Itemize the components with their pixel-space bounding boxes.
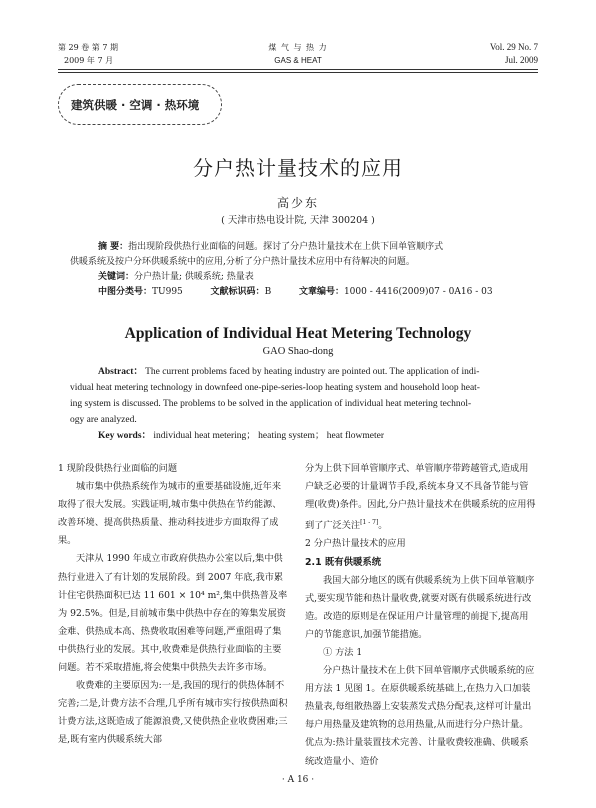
keywords-cn bbox=[98, 270, 550, 285]
journal-name-en: GAS & HEAT bbox=[274, 56, 322, 65]
keywords-en bbox=[98, 428, 522, 444]
abstract-cn-text1: 指出现阶段供热行业面临的问题。探讨了分户热计量技术在上供下回单管顺序式 bbox=[128, 242, 444, 252]
class-value: TU995 bbox=[152, 287, 183, 297]
paper-author: 高少东 bbox=[276, 196, 319, 210]
keywords-en-text: individual heat metering； heating system； heat flowmeter bbox=[153, 431, 384, 441]
section-banner-label: 建筑供暖 · 空调 · 热环境 bbox=[71, 98, 200, 112]
article-no-label: 文章编号： bbox=[298, 287, 344, 297]
method-1-heading: ① 方法 1 bbox=[323, 647, 363, 658]
keywords-cn-label: 关键词： bbox=[98, 272, 135, 282]
article-no-value: 1000 - 4416(2009)07 - 0A16 - 03 bbox=[343, 287, 493, 297]
abstract-en-text2: vidual heat metering technology in downfeed one-pipe-series-loop heating system and household loop heat- bbox=[70, 383, 480, 393]
abstract-en-line1 bbox=[98, 364, 522, 380]
abstract-en-label: Abstract： bbox=[98, 367, 143, 377]
date-en: Jul. 2009 bbox=[504, 55, 538, 65]
left-column bbox=[58, 460, 290, 750]
header-rule bbox=[58, 69, 538, 70]
class-label: 中图分类号： bbox=[98, 287, 153, 297]
author-affiliation: ( 天津市热电设计院, 天津 300204 ) bbox=[221, 215, 375, 226]
right-paragraph-1-end: 。 bbox=[378, 520, 388, 532]
left-paragraph-1: 城市集中供热系统作为城市的重要基础设施,近年来取得了很大发展。实践证明,城市集中供热在节约能源、改善环境、提高供热质量、推动科技进步方面取得了成果。 bbox=[58, 481, 282, 547]
english-author: GAO Shao-dong bbox=[262, 346, 334, 357]
section-2-heading: 2 分户热计量技术的应用 bbox=[305, 538, 406, 550]
abstract-cn-label: 摘 要： bbox=[98, 242, 129, 252]
volume-en: Vol. 29 No. 7 bbox=[489, 42, 538, 52]
journal-volume: 第 29 卷 第 7 期 bbox=[58, 43, 118, 52]
doc-code-label: 文献标识码： bbox=[210, 287, 265, 297]
english-title: Application of Individual Heat Metering Technology bbox=[124, 325, 472, 342]
page-number: · A 16 · bbox=[281, 775, 315, 785]
left-paragraph-2: 天津从 1990 年成立市政府供热办公室以后,集中供热行业进入了有计划的发展阶段。到 2007 年底,我市累计住宅供热面积已达 11 601 × 10⁴ m²,集中供热普及率为 92.5%。但是,目前城市集中供热中存在的筹集发展资金难、供热成本高、热费收取困难等问题,严重阻碍了集中供热行业的发展。其中,收费难是供热行业面临的主要问题。若不采取措施,将会使集中供热失去许多市场。 bbox=[58, 553, 288, 674]
section-banner bbox=[58, 84, 222, 125]
paper-title: 分户热计量技术的应用 bbox=[193, 156, 403, 180]
right-paragraph-3: 分户热计量技术在上供下回单管顺序式供暖系统的应用方法 1 见图 1。在原供暖系统基础上,在热力入口加装热量表,每组散热器上安装蒸发式热分配表,这样可计量出每户用热量及建筑物的总用热量,从而进行分户热计量。优点为:热计量装置技术完善、计量收费较准确、供暖系统改造量小、造价 bbox=[305, 665, 535, 767]
journal-date: 2009 年 7 月 bbox=[64, 56, 114, 65]
right-paragraph-1-text: 分为上供下回单管顺序式、单管顺序带跨越管式,造成用户缺乏必要的计量调节手段,系统本身又不具备节能与管理(收费)条件。因此,分户热计量技术在供暖系统的应用得到了广泛关注 bbox=[305, 463, 536, 532]
right-column bbox=[305, 460, 537, 771]
section-2-1-heading: 2.1 既有供暖系统 bbox=[305, 556, 382, 568]
abstract-en-text1: The current problems faced by heating industry are pointed out. The application of indi- bbox=[142, 367, 480, 377]
keywords-en-label: Key words： bbox=[98, 431, 152, 441]
left-paragraph-3: 收费难的主要原因为:一是,我国的现行的供热体制不完善;二是,计费方法不合理,几乎所有城市实行按供热面积计费方法,这既造成了能源浪费,又使供热企业收费困难;三是,既有室内供暖系统大部 bbox=[58, 680, 288, 746]
journal-name-cn: 煤 气 与 热 力 bbox=[268, 43, 328, 52]
right-paragraph-1 bbox=[305, 460, 537, 535]
abstract-en-text3: ing system is discussed. The problems to be solved in the application of individual heat metering technol- bbox=[70, 399, 472, 409]
abstract-en-text4: ogy are analyzed. bbox=[70, 415, 137, 425]
classification-line bbox=[98, 285, 550, 300]
section-1-heading: 1 现阶段供热行业面临的问题 bbox=[58, 463, 178, 474]
citation: [1 - 7] bbox=[360, 519, 379, 527]
right-paragraph-2: 我国大部分地区的既有供暖系统为上供下回单管顺序式,要实现节能和热计量收费,就要对既有供暖系统进行改造。改造的原则是在保证用户计量管理的前提下,提高用户的节能意识,加强节能措施。 bbox=[305, 574, 535, 640]
abstract-cn-text2: 供暖系统及按户分环供暖系统中的应用,分析了分户热计量技术应用中有待解决的问题。 bbox=[70, 257, 415, 267]
header-rule-2 bbox=[58, 72, 538, 73]
abstract-cn-line1 bbox=[98, 240, 550, 255]
doc-code-value: B bbox=[264, 287, 272, 297]
keywords-cn-text: 分户热计量; 供暖系统; 热量表 bbox=[134, 272, 254, 282]
